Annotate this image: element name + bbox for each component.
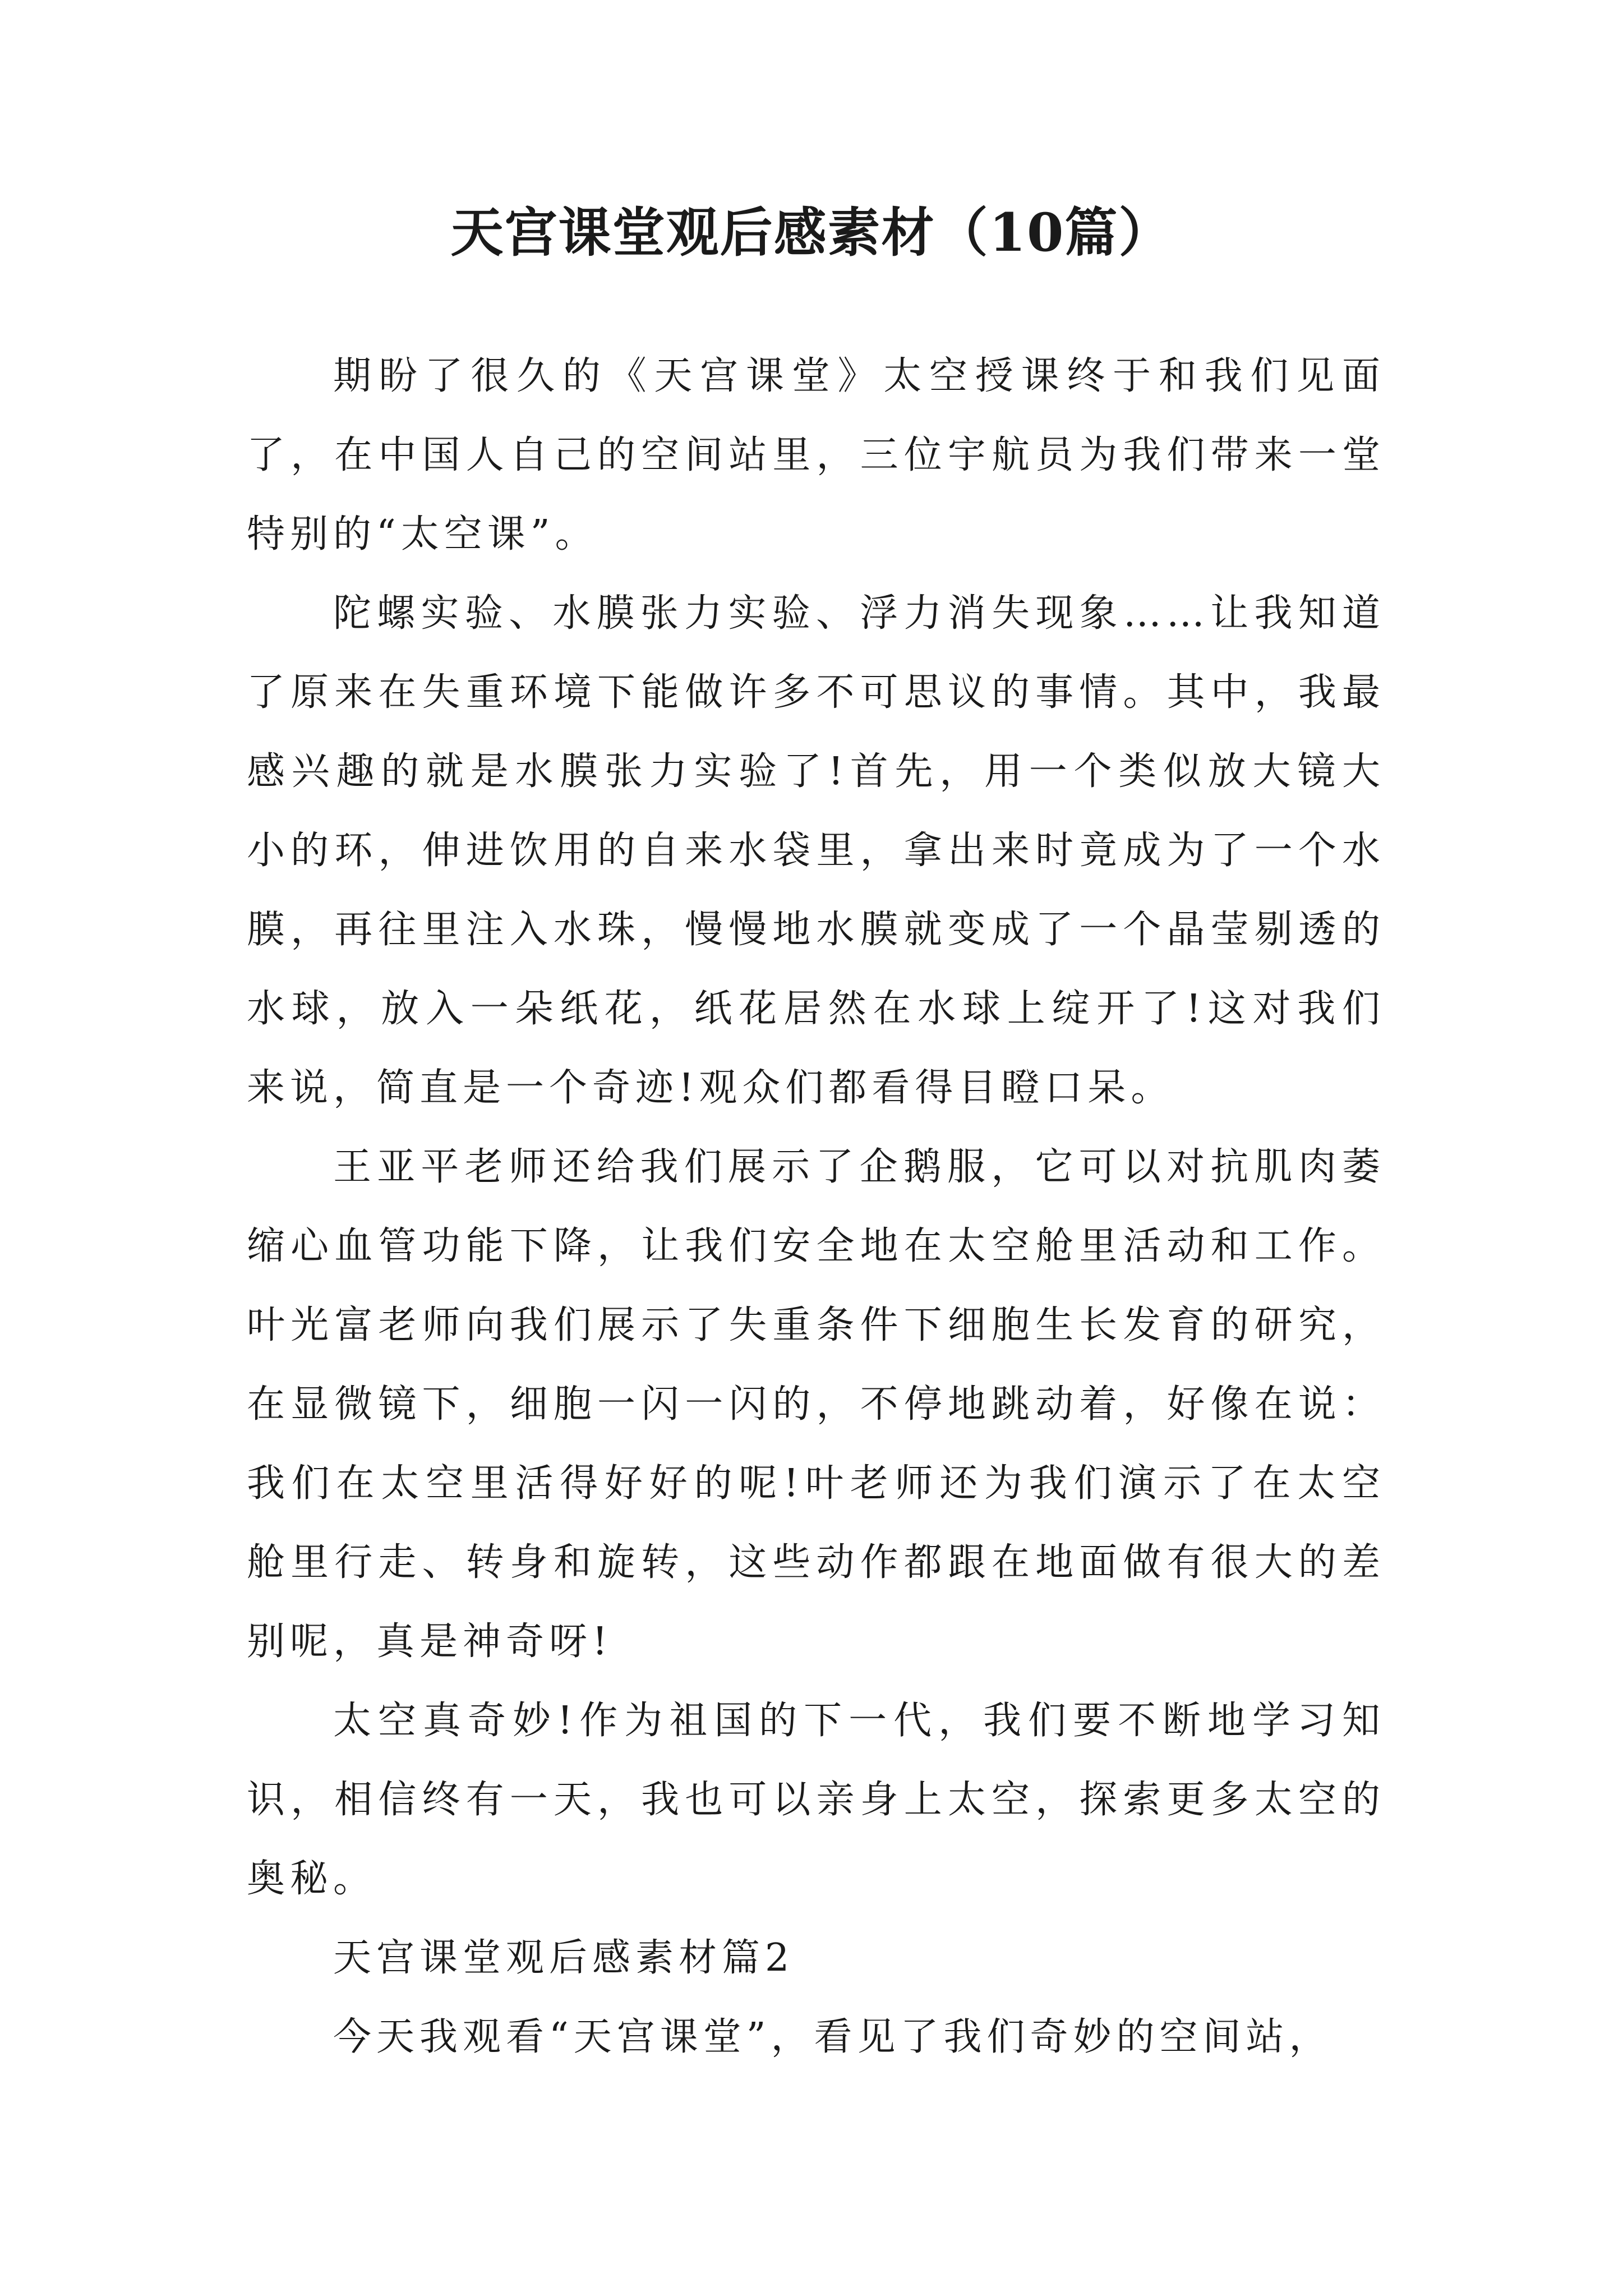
paragraph-section-2-start: 今天我观看“天宫课堂”，看见了我们奇妙的空间站， (333, 2015, 1332, 2059)
paragraph-intro: 期盼了很久的《天宫课堂》太空授课终于和我们见面了，在中国人自己的空间站里，三位宇航员为我们带来一堂特别的“太空课”。 (247, 354, 1385, 556)
document-title: 天宫课堂观后感素材（10篇） (450, 202, 1173, 264)
paragraph-teachers: 王亚平老师还给我们展示了企鹅服，它可以对抗肌肉萎缩心血管功能下降，让我们安全地在太空舱里活动和工作。叶光富老师向我们展示了失重条件下细胞生长发育的研究，在显微镜下，细胞一闪一闪的，不停地跳动着，好像在说：我们在太空里活得好好的呢!叶老师还为我们演示了在太空舱里行走、转身和旋转，这些动作都跟在地面做有很大的差别呢，真是神奇呀! (247, 1145, 1385, 1664)
paragraph-conclusion: 太空真奇妙!作为祖国的下一代，我们要不断地学习知识，相信终有一天，我也可以亲身上太空，探索更多太空的奥秘。 (247, 1699, 1385, 1901)
document-body (247, 337, 1385, 2077)
section-heading-2: 天宫课堂观后感素材篇2 (333, 1936, 795, 1980)
paragraph-experiments: 陀螺实验、水膜张力实验、浮力消失现象……让我知道了原来在失重环境下能做许多不可思议的事情。其中，我最感兴趣的就是水膜张力实验了!首先，用一个类似放大镜大小的环，伸进饮用的自来水袋里，拿出来时竟成为了一个水膜，再往里注入水珠，慢慢地水膜就变成了一个晶莹剔透的水球，放入一朵纸花，纸花居然在水球上绽开了!这对我们来说，简直是一个奇迹!观众们都看得目瞪口呆。 (247, 591, 1385, 1110)
